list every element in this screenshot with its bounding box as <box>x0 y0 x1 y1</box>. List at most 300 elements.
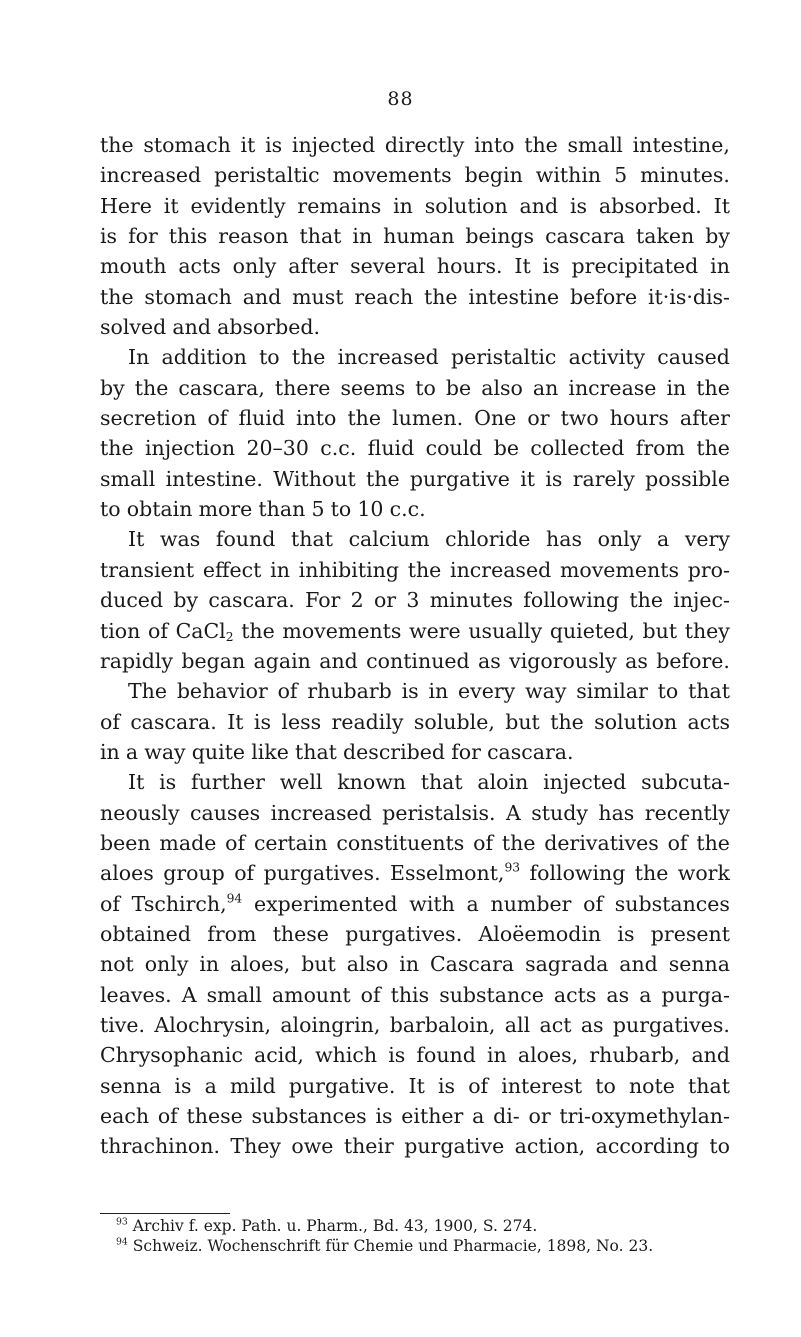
word: purgatives. <box>263 861 381 886</box>
word: of <box>473 830 494 855</box>
word: addition <box>161 345 247 370</box>
word: and <box>172 315 211 340</box>
word: It <box>128 527 145 552</box>
word: cascara. <box>130 709 217 734</box>
word: inhibiting <box>298 557 399 582</box>
footnote <box>100 1216 740 1236</box>
word: It <box>514 254 531 279</box>
word: Without <box>273 466 356 491</box>
word: the <box>634 861 669 886</box>
word: the <box>100 436 134 461</box>
word: into <box>296 406 337 431</box>
footnote-text: Archiv f. exp. Path. u. Pharm., Bd. 43, 1900, S. 274. <box>132 1217 538 1235</box>
word: Cascara <box>429 952 515 977</box>
text-line <box>100 433 730 463</box>
word: act <box>539 1012 572 1037</box>
word: It <box>128 770 145 795</box>
word: increased <box>450 557 552 582</box>
word: rhubarb <box>307 679 392 704</box>
word: is <box>437 1073 456 1098</box>
text-line <box>100 464 730 494</box>
word: aloes, <box>517 1043 579 1068</box>
text-line <box>100 1040 730 1070</box>
word: in <box>710 254 730 279</box>
word: tive. <box>100 1012 146 1037</box>
word: taken <box>636 224 695 249</box>
word: lumen. <box>392 406 464 431</box>
word: it <box>163 193 179 218</box>
word: peristalsis. <box>382 800 496 825</box>
word: increased <box>337 345 439 370</box>
word: and <box>691 1043 730 1068</box>
word: minutes <box>429 588 514 613</box>
word: movements <box>282 618 402 643</box>
word: a <box>472 1104 485 1128</box>
word: directly <box>384 133 465 157</box>
word: again <box>253 648 311 673</box>
footnote-ref: 94 <box>226 890 243 905</box>
word: recently <box>644 800 730 825</box>
word: beings <box>465 224 535 249</box>
word: chloride <box>445 527 531 552</box>
word: 10 <box>357 497 384 522</box>
word: of <box>100 891 120 916</box>
word: but <box>505 709 540 734</box>
word: calcium <box>348 527 430 552</box>
word: injected <box>291 133 376 157</box>
word: following <box>529 861 626 886</box>
text-line <box>100 160 730 190</box>
word: by <box>100 375 125 400</box>
text-line <box>100 342 730 372</box>
word: fluid <box>238 406 285 431</box>
word: they <box>684 618 730 643</box>
word: the <box>347 406 382 431</box>
word: Alochrysin, <box>154 1012 271 1037</box>
word: quieted, <box>549 618 635 643</box>
word: of <box>234 861 255 886</box>
word: has <box>598 800 635 825</box>
word: possible <box>645 466 730 491</box>
word: could <box>425 436 483 461</box>
word: but <box>301 952 336 977</box>
text-line <box>100 555 730 585</box>
word: In <box>128 345 150 370</box>
text-line <box>100 524 730 554</box>
word: as <box>625 648 648 673</box>
word: senna <box>100 1073 162 1098</box>
word: A <box>181 982 197 1007</box>
word: in <box>399 952 420 977</box>
word: and <box>319 648 358 673</box>
word: solution <box>594 709 678 734</box>
word: or <box>527 406 550 431</box>
word: in <box>352 224 373 249</box>
word: subcuta- <box>641 770 730 795</box>
text-line <box>100 919 730 949</box>
word: barbaloin, <box>389 1012 496 1037</box>
word: of <box>157 1104 178 1128</box>
text-line <box>100 403 730 433</box>
word: injected <box>543 770 627 795</box>
word: be <box>445 375 472 400</box>
word: increase <box>568 375 657 400</box>
text-line <box>100 251 730 281</box>
chemical-formula: CaCl$_2$ <box>175 618 234 644</box>
word: obtained <box>100 921 191 946</box>
word: group <box>163 861 225 886</box>
word: 2 <box>350 588 364 613</box>
word: the <box>100 133 134 157</box>
word: purgatives. <box>612 1012 730 1037</box>
word: well <box>279 770 323 795</box>
word: aloingrin, <box>280 1012 381 1037</box>
word: two <box>560 406 599 431</box>
word: action, <box>514 1134 586 1159</box>
word: is <box>159 770 177 795</box>
word: is <box>569 193 588 218</box>
word: rapidly <box>100 648 173 673</box>
word: intestine <box>468 284 560 309</box>
word: solved <box>100 315 167 340</box>
word: acts <box>687 709 730 734</box>
word: several <box>350 254 426 279</box>
word: substance <box>439 982 544 1007</box>
text-line <box>100 1071 730 1101</box>
word: continued <box>366 648 470 673</box>
footnote-divider <box>100 1213 230 1214</box>
word: began <box>181 648 246 673</box>
word: their <box>343 1134 394 1159</box>
word: from <box>207 921 257 946</box>
word: di- <box>493 1104 520 1128</box>
word: increased <box>270 800 372 825</box>
word: the <box>407 557 442 582</box>
word: secretion <box>100 406 197 431</box>
word: is <box>174 1073 192 1098</box>
word: Aloëemodin <box>478 921 602 946</box>
word: of <box>360 982 381 1007</box>
cited-author: Esselmont,$^{93}$ <box>390 860 521 886</box>
word: that <box>420 770 463 795</box>
text-line <box>100 1010 730 1040</box>
word: from <box>635 436 685 461</box>
text-line <box>100 767 730 797</box>
word: 3 <box>406 588 420 613</box>
word: for <box>128 224 158 249</box>
word: a <box>639 982 652 1007</box>
text-line <box>100 494 730 524</box>
word: only <box>232 254 277 279</box>
word: that <box>688 1073 730 1098</box>
text-line <box>100 585 730 615</box>
word: the <box>629 588 663 613</box>
word: as <box>478 648 501 673</box>
word: the <box>550 709 584 734</box>
text-line <box>100 676 730 706</box>
word: this <box>168 224 208 249</box>
word: to <box>595 1073 616 1098</box>
word: and <box>519 193 559 218</box>
word: purgative <box>409 466 510 491</box>
text-line <box>100 828 730 858</box>
word: precipitated <box>571 254 699 279</box>
word: increased <box>100 163 202 188</box>
word: like <box>251 739 289 764</box>
word: with <box>409 891 455 916</box>
word: all <box>504 1012 531 1037</box>
word: it <box>520 466 536 491</box>
text-line <box>100 282 730 312</box>
word: only <box>144 952 189 977</box>
word: purgative <box>404 1134 505 1159</box>
word: rarely <box>572 466 635 491</box>
text-line <box>100 949 730 979</box>
word: is <box>545 466 563 491</box>
word: is <box>253 709 271 734</box>
text-line <box>100 707 730 737</box>
word: fluid <box>367 436 415 461</box>
word: has <box>546 527 582 552</box>
word: experimented <box>253 891 398 916</box>
word: intestine, <box>632 133 730 157</box>
word: which <box>315 1043 378 1068</box>
word: of <box>147 618 168 643</box>
word: in <box>100 739 120 764</box>
word: an <box>532 375 559 400</box>
word: evidently <box>190 193 286 218</box>
text-line <box>100 312 730 342</box>
word: leaves. <box>100 982 172 1007</box>
word: It <box>227 709 244 734</box>
page-number: 88 <box>387 88 414 110</box>
word: readily <box>331 709 404 734</box>
word: were <box>409 618 461 643</box>
word: the <box>501 830 536 855</box>
word: aloes, <box>230 952 291 977</box>
word: a <box>656 527 670 552</box>
word: of <box>583 891 604 916</box>
word: according <box>595 1134 699 1159</box>
word: for <box>451 739 481 764</box>
word: known <box>337 770 406 795</box>
word: that <box>688 679 730 704</box>
text-line <box>100 616 730 646</box>
word: effect <box>202 557 262 582</box>
word: a <box>466 891 479 916</box>
word: and <box>242 284 282 309</box>
word: in <box>428 679 449 704</box>
word: 5 <box>614 163 628 188</box>
word: obtain <box>126 497 193 522</box>
word: in <box>199 952 220 977</box>
word: by <box>705 224 730 249</box>
word: study <box>531 800 588 825</box>
word: that <box>295 739 337 764</box>
word: injection <box>144 436 236 461</box>
word: by <box>173 588 199 613</box>
word: substances <box>614 891 730 916</box>
word: hours <box>609 406 669 431</box>
word: the <box>696 436 730 461</box>
word: Here <box>100 193 152 218</box>
word: to <box>709 1134 730 1159</box>
word: each <box>100 1104 150 1128</box>
word: of <box>207 406 228 431</box>
word: very <box>684 527 730 552</box>
word: acts <box>178 254 221 279</box>
word: mouth <box>100 254 167 279</box>
word: work <box>677 861 730 886</box>
text-line <box>100 130 730 160</box>
text-line <box>100 191 730 221</box>
word: also <box>346 952 389 977</box>
word: a <box>125 739 139 764</box>
word: found <box>416 1043 476 1068</box>
word: purgative. <box>288 1073 396 1098</box>
word: remains <box>297 193 382 218</box>
word: the <box>241 618 275 643</box>
word: caused <box>657 345 730 370</box>
text-line <box>100 221 730 251</box>
word: or <box>528 1104 551 1128</box>
word: activity <box>568 345 646 370</box>
word: peristaltic <box>214 163 320 188</box>
word: these <box>272 921 329 946</box>
word: after <box>679 406 730 431</box>
word: the <box>100 284 134 309</box>
word: into <box>474 133 515 157</box>
word: A <box>505 800 521 825</box>
word: is <box>617 921 635 946</box>
word: was <box>159 527 201 552</box>
word: substances <box>251 1104 367 1128</box>
word: way <box>525 679 567 704</box>
word: rhubarb, <box>589 1043 681 1068</box>
word: these <box>186 1104 243 1128</box>
word: For <box>305 588 341 613</box>
word: acid, <box>254 1043 304 1068</box>
word: that <box>291 527 333 552</box>
word: of <box>468 1073 489 1098</box>
word: made <box>159 830 217 855</box>
word: of <box>225 830 246 855</box>
word: 20–30 <box>246 436 309 461</box>
word: a <box>204 1073 217 1098</box>
word: derivatives <box>544 830 659 855</box>
word: of <box>667 830 688 855</box>
word: further <box>190 770 265 795</box>
word: the <box>696 830 730 855</box>
word: amount <box>271 982 351 1007</box>
word: number <box>490 891 572 916</box>
word: cascara. <box>487 739 574 764</box>
word: thrachinon. <box>100 1134 220 1159</box>
word: be <box>493 436 519 461</box>
footnotes <box>100 1216 740 1256</box>
word: described <box>343 739 446 764</box>
word: to <box>100 497 121 522</box>
word: movements <box>559 557 679 582</box>
text-line <box>100 889 730 919</box>
word: 5 <box>311 497 325 522</box>
word: is <box>388 1043 406 1068</box>
word: the <box>134 375 169 400</box>
word: duced <box>100 588 164 613</box>
word: this <box>390 982 430 1007</box>
word: collected <box>530 436 625 461</box>
word: owe <box>291 1134 334 1159</box>
word: aloes <box>100 861 154 886</box>
word: absorbed. <box>217 315 321 340</box>
word: purga- <box>661 982 730 1007</box>
word: of <box>100 709 120 734</box>
word: not <box>100 952 134 977</box>
word: the <box>291 345 326 370</box>
word: It <box>713 193 730 218</box>
word: the <box>696 375 730 400</box>
text-line <box>100 646 730 676</box>
word: quite <box>191 739 246 764</box>
word: present <box>650 921 730 946</box>
word: tion <box>100 618 141 643</box>
word: Chrysophanic <box>100 1043 243 1068</box>
word: stomach <box>144 284 232 309</box>
word: tri-oxymethylan- <box>559 1104 730 1128</box>
word: mild <box>230 1073 276 1098</box>
word: purgatives. <box>345 921 463 946</box>
word: is <box>542 254 560 279</box>
text-line <box>100 980 730 1010</box>
word: way <box>144 739 186 764</box>
word: the <box>524 133 558 157</box>
word: c.c. <box>389 497 426 522</box>
word: absorbed. <box>598 193 702 218</box>
cited-author: Tschirch,$^{94}$ <box>131 890 243 916</box>
word: One <box>474 406 517 431</box>
subscript: 2 <box>225 629 234 644</box>
word: but <box>642 618 678 643</box>
word: reason <box>218 224 289 249</box>
word: acts <box>553 982 597 1007</box>
word: either <box>401 1104 464 1128</box>
text-line <box>100 858 730 888</box>
word: small <box>100 466 156 491</box>
word: senna <box>668 952 730 977</box>
word: intestine. <box>165 466 263 491</box>
word: certain <box>253 830 328 855</box>
word: it·is·dis- <box>647 284 730 309</box>
word: peristaltic <box>450 345 557 370</box>
word: constituents <box>336 830 465 855</box>
word: before. <box>656 648 730 673</box>
footnote-mark: 94 <box>116 1236 128 1248</box>
word: the <box>423 284 458 309</box>
word: found <box>215 527 276 552</box>
word: minutes. <box>640 163 730 188</box>
word: interest <box>501 1073 583 1098</box>
word: stomach <box>143 133 231 157</box>
word: that <box>299 224 342 249</box>
word: injec- <box>673 588 730 613</box>
word: is <box>100 224 118 249</box>
word: cascara. <box>208 588 295 613</box>
word: only <box>597 527 642 552</box>
word: seems <box>340 375 406 400</box>
word: been <box>100 830 151 855</box>
word: vigorously <box>509 648 617 673</box>
word: small <box>567 133 623 157</box>
